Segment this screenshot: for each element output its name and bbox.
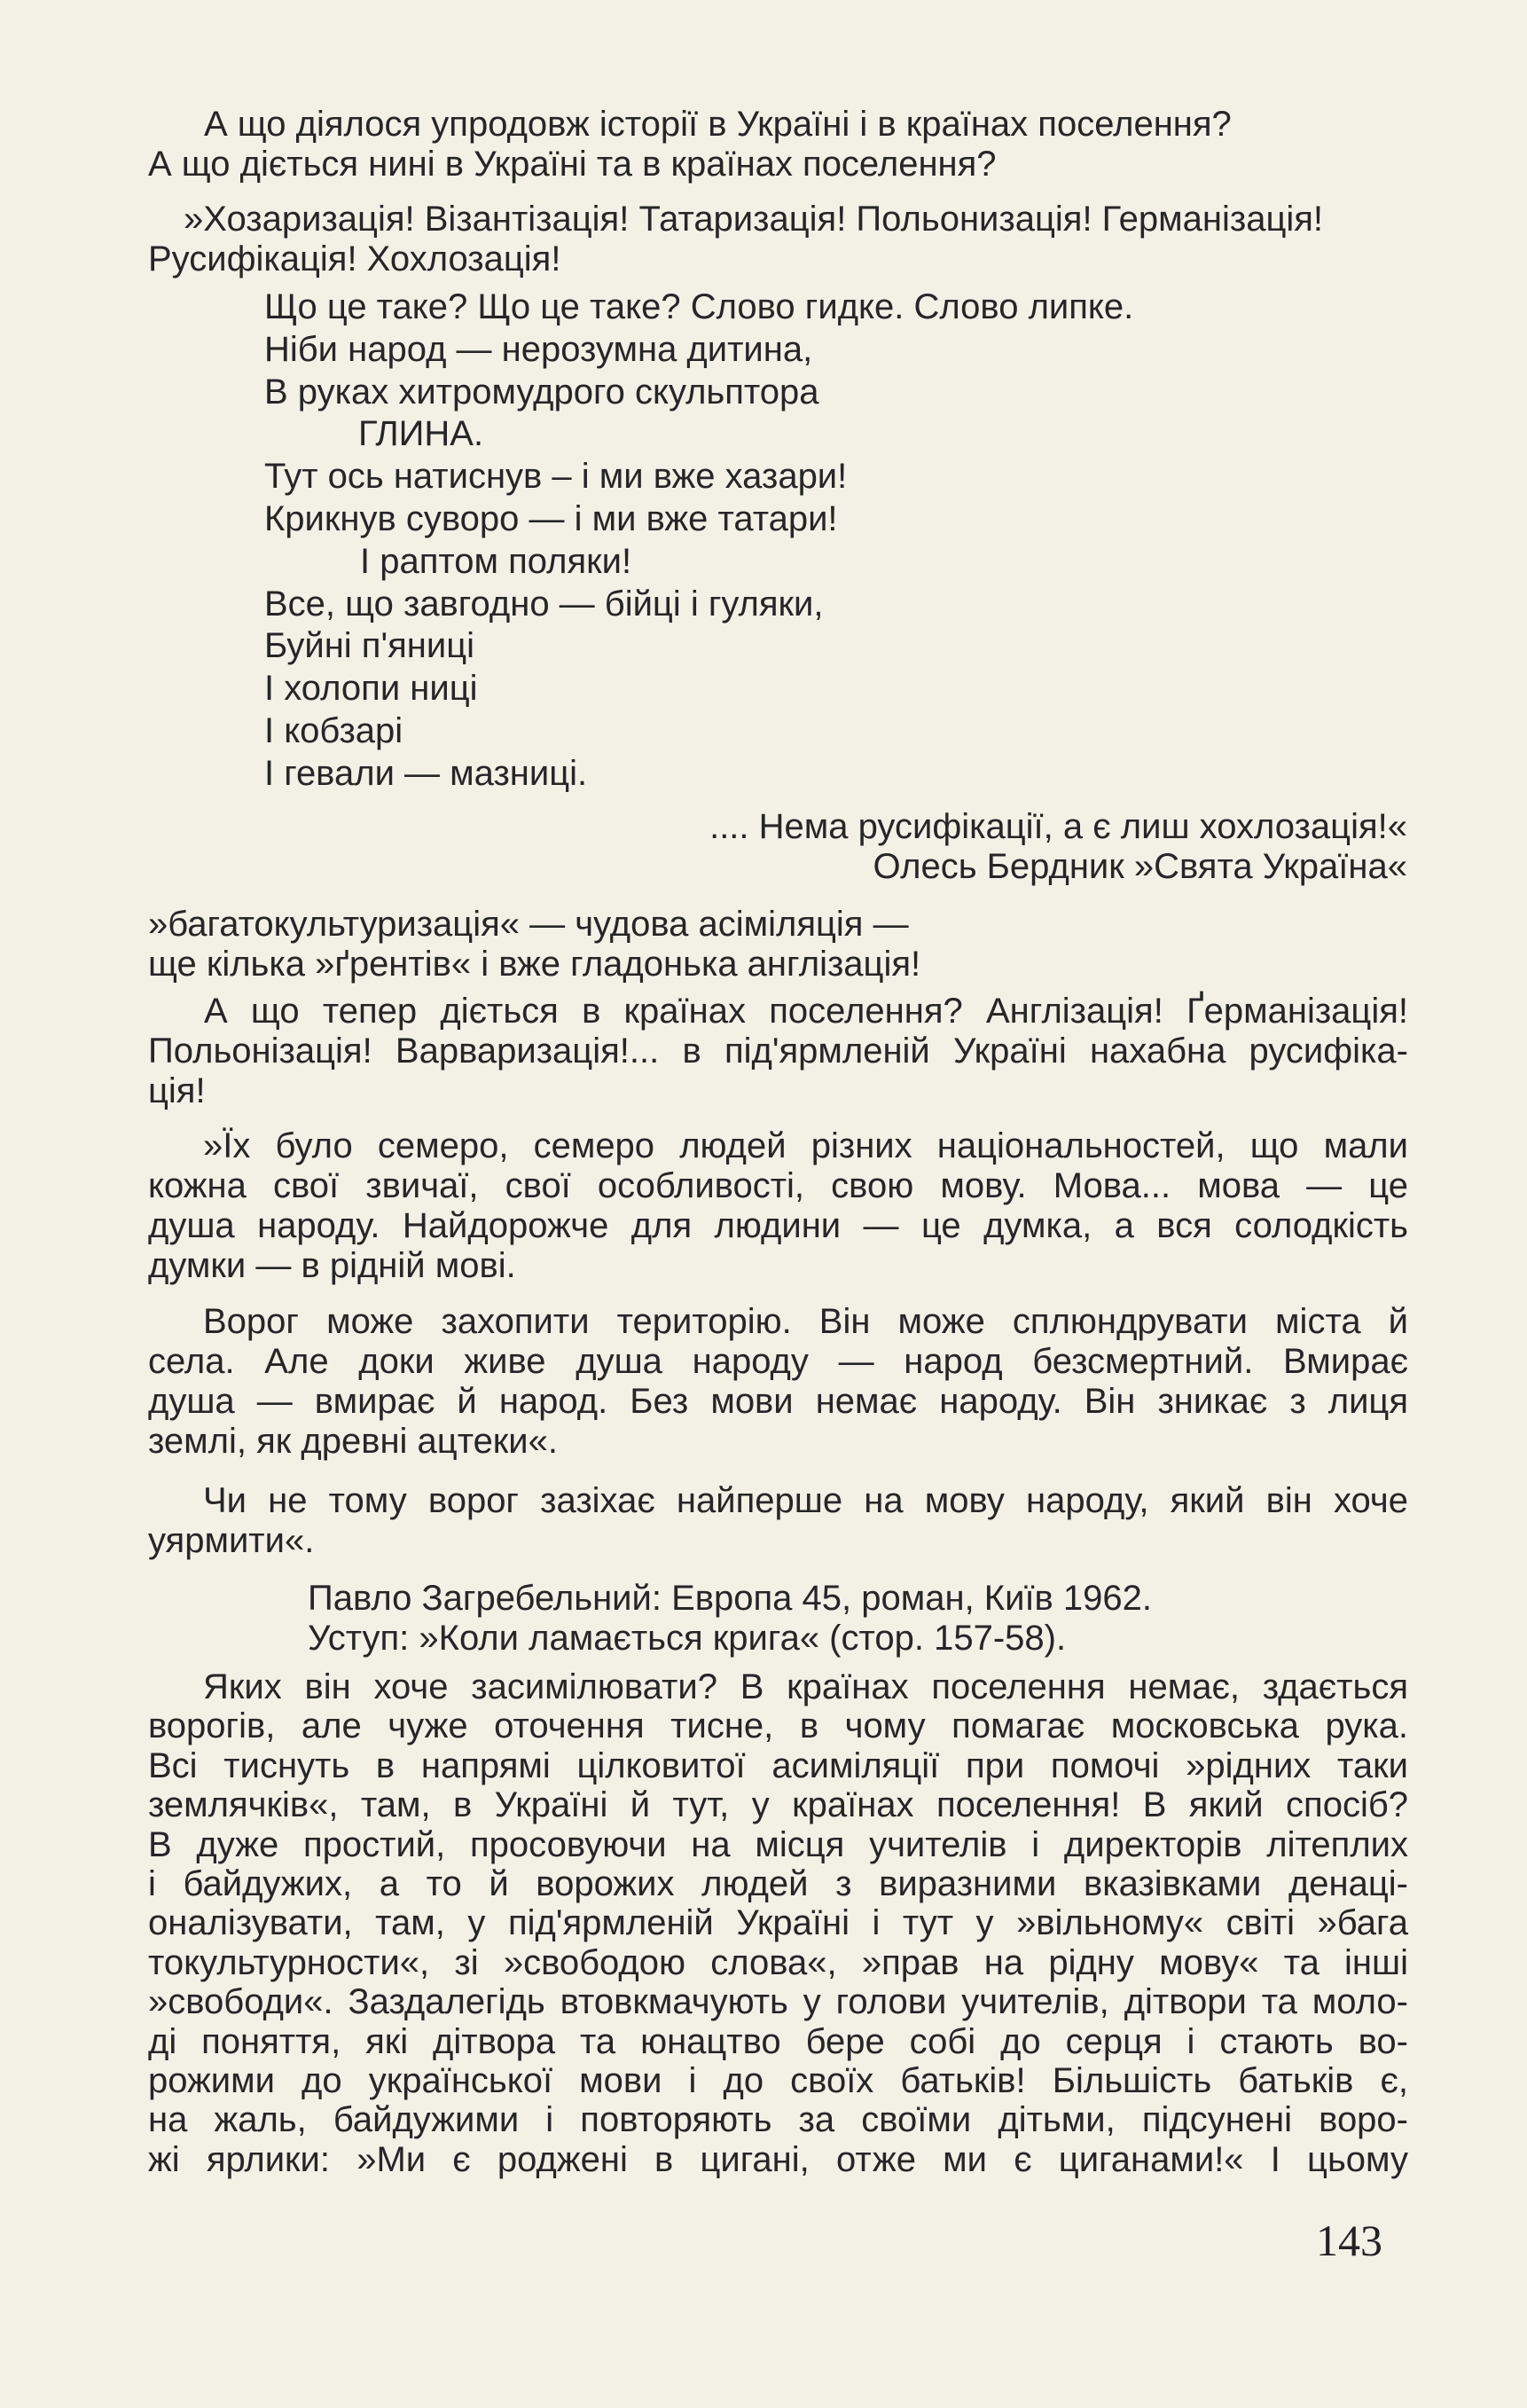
text-line: уярмити«.	[148, 1521, 315, 1560]
text-line: оналізувати, там, у під'ярмленій Україні і тут у »вільному« світі »бага	[148, 1903, 1408, 1943]
text-line: Польонізація! Варваризація!... в під'ярмленій Україні нахабна русифіка-	[148, 1031, 1408, 1071]
text-line: Всі тиснуть в напрямі цілковитої асиміляції при помочі »рідних таки	[148, 1745, 1408, 1785]
paragraph-1	[148, 105, 1398, 184]
text-line: ще кілька »ґрентів« і вже гладонька англізація!	[148, 945, 921, 984]
citation-line: Павло Загребельний: Европа 45, роман, Київ 1962.	[308, 1579, 1153, 1618]
quote-attribution: Олесь Бердник »Свята Україна«	[873, 847, 1407, 886]
poem-line: І холопи ниці	[264, 669, 478, 709]
poem-line: Все, що завгодно — бійці і гуляки,	[264, 584, 824, 624]
text-line: »Їх було семеро, семеро людей різних національностей, що мали	[203, 1126, 1408, 1165]
text-line: А що діється нині в Україні та в країнах поселення?	[148, 145, 997, 184]
text-line: В дуже простий, просовуючи на місця учителів і директорів літеплих	[148, 1824, 1408, 1864]
text-line: токультурности«, зі »свободою слова«, »прав на рідну мову« та інші	[148, 1942, 1408, 1982]
text-line: Ворог може захопити територію. Він може сплюндрувати міста й	[203, 1302, 1408, 1341]
paragraph-7	[148, 1481, 1408, 1561]
text-line: ція!	[148, 1071, 206, 1110]
poem	[264, 286, 1133, 796]
paragraph-8	[148, 1667, 1408, 2179]
text-line: землі, як древні ацтеки«.	[148, 1422, 559, 1461]
poem-line: І кобзарі	[264, 710, 403, 750]
poem-line: Крикнув суворо — і ми вже татари!	[264, 498, 838, 538]
poem-line: Що це таке? Що це таке? Слово гидке. Слово липке.	[264, 287, 1134, 326]
text-line: думки — в рідній мові.	[148, 1246, 516, 1285]
page-number: 143	[1316, 2216, 1382, 2265]
source-citation	[308, 1579, 1372, 1659]
quote-ending	[621, 807, 1407, 887]
text-line: ді поняття, які дітвора та юнацтво бере собі до серця і стають во-	[148, 2021, 1408, 2061]
poem-line: Ніби народ — нерозумна дитина,	[264, 329, 813, 369]
quote-end-line: .... Нема русифікації, а є лиш хохлозація!«	[709, 807, 1407, 846]
paragraph-6	[148, 1302, 1408, 1462]
text-line: села. Але доки живе душа народу — народ безсмертний. Вмирає	[148, 1342, 1408, 1381]
text-line: рожими до української мови і до своїх батьків! Більшість батьків є,	[148, 2061, 1408, 2101]
text-line: Русифікація! Хохлозація!	[148, 239, 561, 278]
paragraph-2	[148, 200, 1398, 279]
text-line: А що діялося упродовж історії в Україні і в країнах поселення?	[204, 105, 1232, 144]
text-line: Чи не тому ворог зазіхає найперше на мову народу, який він хоче	[203, 1481, 1408, 1520]
poem-line: Тут ось натиснув – і ми вже хазари!	[264, 457, 848, 497]
poem-line: І гевали — мазниці.	[264, 753, 588, 793]
paragraph-4	[197, 992, 1408, 1031]
text-line: ворогів, але чуже оточення тисне, в чому помагає московська рука.	[148, 1706, 1408, 1746]
paragraph-5	[148, 1126, 1408, 1286]
paragraph-3	[148, 905, 1398, 984]
poem-line: В руках хитромудрого скульптора	[264, 372, 819, 412]
poem-line: Буйні п'яниці	[264, 626, 474, 666]
text-line: »Хозаризація! Візантізація! Татаризація! Польонизація! Германізація!	[184, 200, 1324, 239]
text-line: жі ярлики: »Ми є роджені в цигані, отже ми є циганами!« І цьому	[148, 2139, 1408, 2179]
paragraph-4-cont	[148, 1031, 1408, 1111]
text-line: і байдужих, а то й ворожих людей з виразними вказівками денаці-	[148, 1864, 1408, 1904]
text-line: Яких він хоче засимілювати? В країнах поселення немає, здається	[203, 1667, 1408, 1706]
text-line: кожна свої звичаї, свої особливості, свою мову. Мова... мова — це	[148, 1166, 1408, 1205]
text-line: землячків«, там, в Україні й тут, у країнах поселення! В який спосіб?	[148, 1785, 1408, 1825]
citation-line: Уступ: »Коли ламається крига« (стор. 157-58).	[308, 1619, 1067, 1658]
text-line: »багатокультуризація« — чудова асіміляція —	[148, 905, 909, 944]
text-line: душа народу. Найдорожче для людини — це думка, а вся солодкість	[148, 1206, 1408, 1245]
poem-line: ГЛИНА.	[358, 414, 484, 454]
text-line: А що тепер діється в країнах поселення? Англізація! Ґерманізація!	[204, 992, 1408, 1031]
text-line: душа — вмирає й народ. Без мови немає народу. Він зникає з лиця	[148, 1382, 1408, 1421]
text-line: »свободи«. Заздалегідь втовкмачують у голови учителів, дітвори та моло-	[148, 1982, 1408, 2022]
text-line: на жаль, байдужими і повторяють за своїми дітьми, підсунені воро-	[148, 2100, 1408, 2140]
poem-line: І раптом поляки!	[360, 541, 632, 581]
